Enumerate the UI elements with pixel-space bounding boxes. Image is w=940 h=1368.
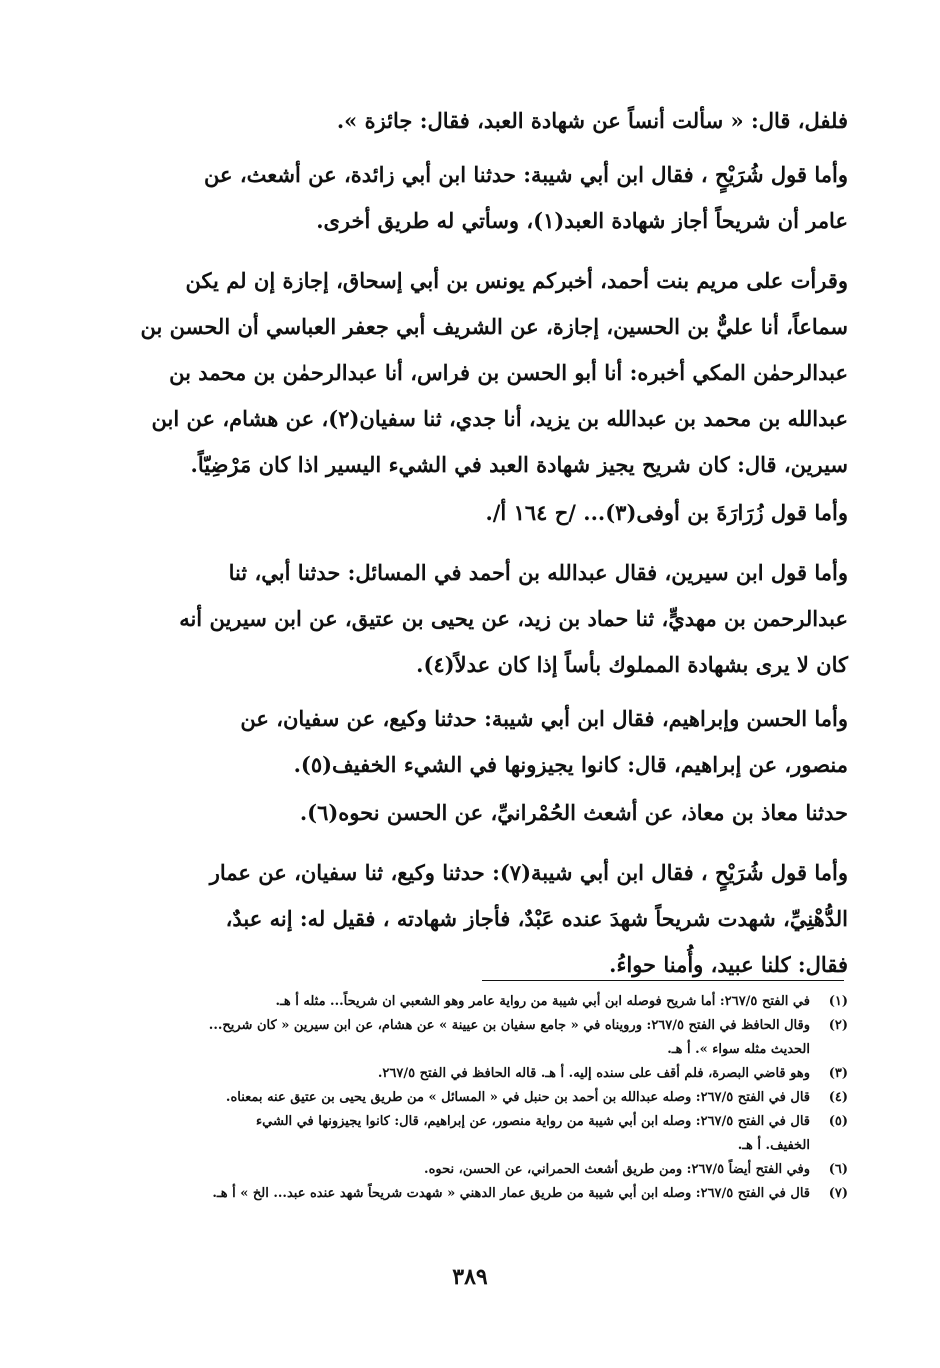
footnote-line: الحديث مثله سواء ». أ هـ. — [667, 1042, 810, 1057]
footnote-number: (٣) — [828, 1066, 848, 1081]
text-line: وأما قول شُرَيْحٍ ، فقال ابن أبي شيبة: حدثنا ابن أبي زائدة، عن أشعث، عن — [204, 162, 848, 187]
footnote-number: (١) — [828, 994, 848, 1009]
footnote-line: وفي الفتح أيضاً ٢٦٧/٥: ومن طريق أشعث الحمراني، عن الحسن، نحوه. — [424, 1162, 810, 1177]
footnote-text — [118, 1110, 810, 1158]
text-line: عبدالرحمن بن مهديٍّ، ثنا حماد بن زيد، عن يحيى بن عتيق، عن ابن سيرين أنه — [179, 606, 848, 631]
text-line: وأما قول ابن سيرين، فقال عبدالله بن أحمد في المسائل: حدثنا أبي، ثنا — [228, 560, 848, 585]
paragraph — [118, 152, 848, 244]
text-line: سماعاً، أنا عليٌّ بن الحسين، إجازة، عن الشريف أبي جعفر العباسي أن الحسن بن — [140, 314, 848, 339]
footnote-number: (٢) — [828, 1018, 848, 1033]
text-line: الدُّهْنِيِّ، شهدت شريحاً شهدَ عنده عَبْدٌ، فأجاز شهادته ، فقيل له: إنه عبدٌ، — [225, 906, 848, 931]
footnote-text — [118, 1062, 810, 1086]
footnote — [118, 1110, 848, 1158]
footnote — [118, 1086, 848, 1110]
footnote-text — [118, 1158, 810, 1182]
paragraph — [118, 696, 848, 788]
text-line: عامر أن شريحاً أجاز شهادة العبد(١)، وسأتي له طريق أخرى. — [316, 208, 848, 233]
footnote-text — [118, 1014, 810, 1062]
footnote-text — [118, 1182, 810, 1206]
footnote — [118, 1014, 848, 1062]
text-line: وأما الحسن وإبراهيم، فقال ابن أبي شيبة: حدثنا وكيع، عن سفيان، عن — [240, 706, 848, 731]
footnote-text — [118, 1086, 810, 1110]
footnotes — [118, 990, 848, 1206]
paragraph — [118, 98, 848, 144]
footnote — [118, 1062, 848, 1086]
text-line: وأما قول شُرَيْحٍ ، فقال ابن أبي شيبة(٧): حدثنا وكيع، ثنا سفيان، عن عمار — [209, 860, 848, 885]
paragraph — [118, 790, 848, 836]
footnote — [118, 1182, 848, 1206]
text-line: وقرأت على مريم بنت أحمد، أخبركم يونس بن أبي إسحاق، إجازة إن لم يكن — [185, 268, 848, 293]
text-line: فلفل، قال: « سألت أنساً عن شهادة العبد، فقال: جائزة ». — [336, 108, 848, 133]
text-line: منصور، عن إبراهيم، قال: كانوا يجيزونها في الشيء الخفيف(٥). — [293, 752, 848, 777]
paragraph — [118, 850, 848, 988]
paragraph — [118, 550, 848, 688]
footnote-line: الخفيف. أ هـ. — [737, 1138, 810, 1153]
text-line: سيرين، قال: كان شريح يجيز شهادة العبد في الشيء اليسير اذا كان مَرْضِيّاً. — [190, 452, 848, 477]
text-line: عبدالله بن محمد بن عبدالله بن يزيد، أنا جدي، ثنا سفيان(٢)، عن هشام، عن ابن — [151, 406, 848, 431]
footnote-number: (٧) — [828, 1186, 848, 1201]
footnote — [118, 990, 848, 1014]
paragraph — [118, 258, 848, 488]
text-line: كان لا يرى بشهادة المملوك بأساً إذا كان عدلاً(٤). — [416, 652, 848, 677]
footnote-line: في الفتح ٢٦٧/٥: أما شريح فوصله ابن أبي شيبة من رواية عامر وهو الشعبي ان شريحاً... مثله أ هـ. — [275, 994, 810, 1009]
footnote-line: قال في الفتح ٢٦٧/٥: وصله عبدالله بن أحمد بن حنبل في « المسائل » من طريق يحيى بن عتيق عنه بمعناه. — [225, 1090, 810, 1105]
footnote-number: (٦) — [828, 1162, 848, 1177]
paragraph — [118, 490, 848, 536]
text-line: فقال: كلنا عبيد، وأُمنا حواءُ. — [609, 952, 848, 977]
footnote-text — [118, 990, 810, 1014]
text-line: وأما قول زُرَارَةَ بن أوفى(٣)... /ح ١٦٤ أ/. — [485, 500, 848, 525]
footnote — [118, 1158, 848, 1182]
footnote-number: (٥) — [828, 1114, 848, 1129]
main-text — [118, 98, 848, 988]
footnote-line: وقال الحافظ في الفتح ٢٦٧/٥: ورويناه في « جامع سفيان بن عيينة » عن هشام، عن ابن سيرين « كان شريح... — [208, 1018, 810, 1033]
text-line: حدثنا معاذ بن معاذ، عن أشعث الحُمْرانيِّ، عن الحسن نحوه(٦). — [299, 800, 848, 825]
page-number: ٣٨٩ — [452, 1264, 488, 1290]
footnote-divider — [482, 980, 844, 981]
footnote-line: قال في الفتح ٢٦٧/٥: وصله ابن أبي شيبة من رواية منصور، عن إبراهيم، قال: كانوا يجيزونها في الشيء — [256, 1114, 810, 1129]
footnote-line: وهو قاضي البصرة، فلم أقف على سنده إليه. أ هـ. قاله الحافظ في الفتح ٢٦٧/٥. — [377, 1066, 810, 1081]
text-line: عبدالرحمٰن المكي أخبره: أنا أبو الحسن بن فراس، أنا عبدالرحمٰن بن محمد بن — [169, 360, 848, 385]
footnote-line: قال في الفتح ٢٦٧/٥: وصله ابن أبي شيبة من طريق عمار الدهني « شهدت شريحاً شهد عنده عبد... الخ » أ هـ. — [212, 1186, 810, 1201]
footnote-number: (٤) — [828, 1090, 848, 1105]
